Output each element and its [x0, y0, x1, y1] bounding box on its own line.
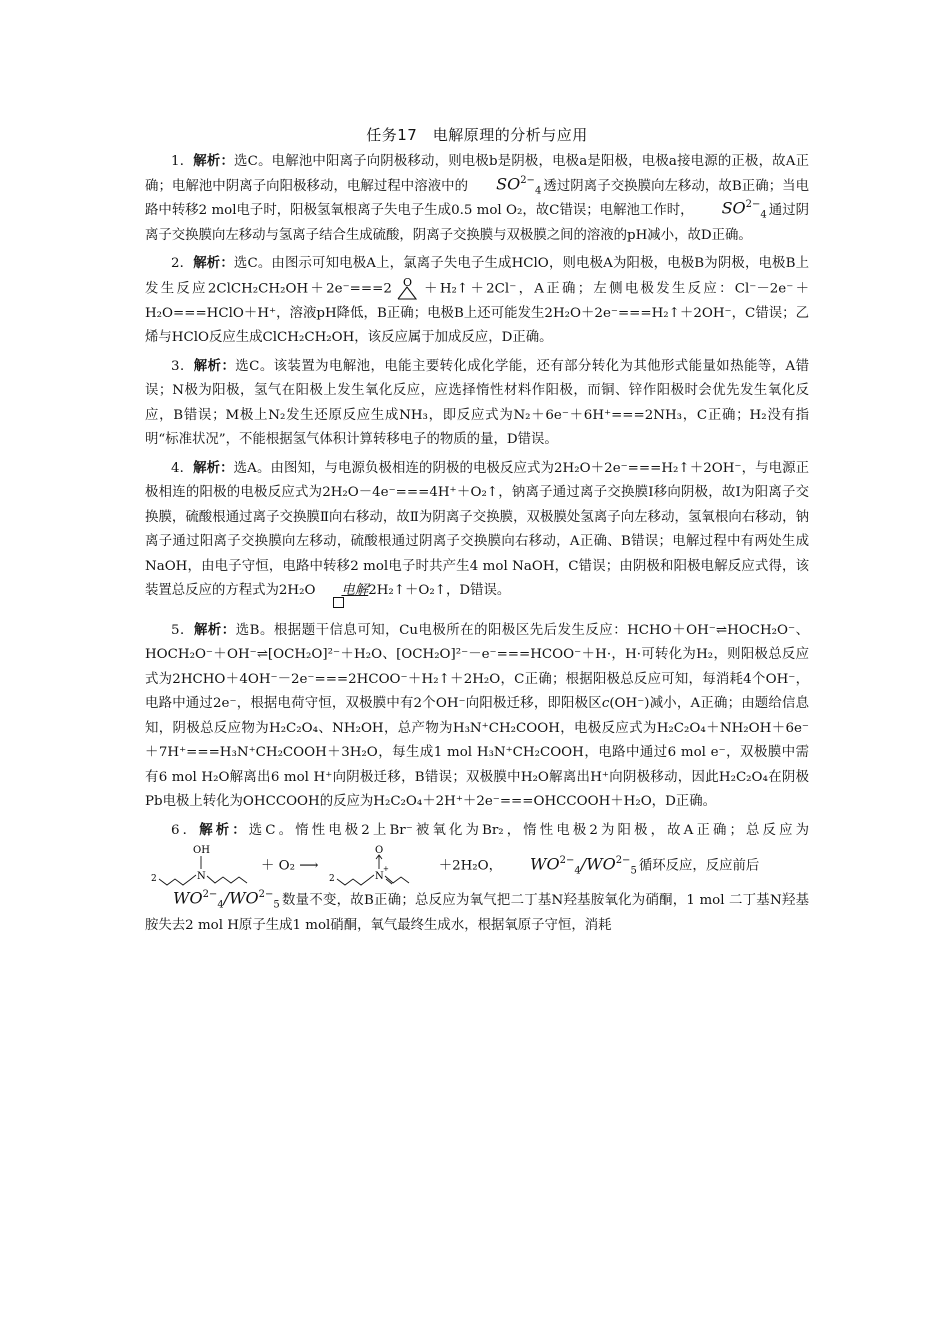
answer-2	[145, 251, 809, 351]
answer-4-number: 4．	[171, 460, 194, 476]
answer-6-number: 6．	[171, 822, 200, 838]
svg-text:OH: OH	[193, 845, 210, 856]
nitrone-structure	[327, 843, 435, 889]
answer-5-label: 解析：	[193, 621, 236, 638]
answer-1-text-b: 透过阴离子交换膜向左移动，故B正确；当电路中转移2 mol电子时，阳极氢氧根离子失电子生成0.5 mol O₂，故C错误；电解池工作时，	[145, 178, 810, 218]
answer-4-text-b: 2H₂↑＋O₂↑，D错误。	[368, 583, 511, 598]
answer-6-label: 解析：	[199, 821, 249, 838]
svg-text:2: 2	[328, 874, 335, 884]
answer-2-label: 解析：	[193, 255, 234, 271]
sulfate-ion-formula-2: $SO^{2-}_4$	[721, 198, 767, 221]
svg-text:N: N	[374, 871, 384, 882]
answer-3-text: 选C。该装置为电解池，电能主要转化成化学能，还有部分转化为其他形式能量如热能等，A错误；N极为阳极，氢气在阳极上发生氧化反应，应选择惰性材料作阳极，而铜、锌作阳极时会优先发生氧化反应，B错误；M极上N₂发生还原反应生成NH₃，即反应式为N₂＋6e⁻＋6H⁺===2NH₃，C正确；H₂没有指明“标准状况”，不能根据氢气体积计算转移电子的物质的量，D错误。	[145, 358, 809, 447]
reaction-o2-arrow: ＋ O₂ ⟶	[261, 858, 319, 874]
answer-1-label: 解析：	[193, 153, 235, 169]
condition-box-glyph	[333, 597, 344, 608]
answer-2-text-a: 选C。由图示可知电极A上，氯离子失电子生成HClO，则电极A为阳极，电极B为阴极，电极B上发生反应2ClCH₂CH₂OH＋2e⁻===2	[145, 256, 809, 296]
answer-1-text-c: 通过阴离子交换膜向左移动与氢离子结合生成硫酸，阴离子交换膜与双极膜之间的溶液的pH减小，故D正确。	[145, 203, 810, 243]
answer-5-text-a: 选B。根据题干信息可知，Cu电极所在的阳极区先后发生反应：HCHO＋OH⁻⇌HOCH₂O⁻、HOCH₂O⁻＋OH⁻⇌[OCH₂O]²⁻＋H₂O、[OCH₂O]²⁻－e⁻===HCOO⁻＋H·，H·可转化为H₂，则阳极总反应式为2HCHO＋4OH⁻－2e⁻===2HCOO⁻＋H₂↑＋2H₂O，C正确；根据阳极总反应可知，每消耗4个OH⁻，电路中通过2e⁻，根据电荷守恒，双极膜中有2个OH⁻向阳极迁移，即阳极区	[145, 622, 809, 711]
water-product: 2H₂O，	[452, 858, 503, 874]
epoxide-structure	[396, 277, 418, 301]
answer-4-text-a: 选A。由图知，与电源负极相连的阴极的电极反应式为2H₂O＋2e⁻===H₂↑＋2OH⁻，与电源正极相连的阳极的电极反应式为2H₂O－4e⁻===4H⁺＋O₂↑，钠离子通过离子交换膜Ⅰ移向阴极，故Ⅰ为阳离子交换膜，硫酸根通过离子交换膜Ⅱ向右移动，故Ⅱ为阴离子交换膜，双极膜处氢离子向左移动，氢氧根向右移动，钠离子通过阳离子交换膜向左移动，硫酸根通过阴离子交换膜向右移动，A正确、B错误；电解过程中有两处生成NaOH，由电子守恒，电路中转移2 mol电子时共产生4 mol NaOH，C错误；由阴极和阳极电解反应式得，该装置总反应的方程式为2H₂O	[145, 460, 809, 598]
answer-3	[145, 354, 809, 453]
answer-5-text-b: (OH⁻)减小，A正确；由题给信息知，阴极总反应物为H₂C₂O₄、NH₂OH，总产物为H₃N⁺CH₂COOH，电极反应式为H₂C₂O₄＋NH₂OH＋6e⁻＋7H⁺===H₃N⁺CH₂COOH＋3H₂O，每生成1 mol H₃N⁺CH₂COOH，电路中通过6 mol e⁻，双极膜中需有6 mol H₂O解离出6 mol H⁺向阴极迁移，B错误；双极膜中H₂O解离出H⁺向阴极移动，因此H₂C₂O₄在阴极Pb电极上转化为OHCCOOH的反应为H₂C₂O₄＋2H⁺＋2e⁻===OHCCOOH＋H₂O，D正确。	[145, 696, 809, 809]
sulfate-ion-formula: $SO^{2-}_4$	[496, 174, 542, 197]
svg-text:O: O	[374, 845, 383, 856]
tungstate-pair-formula: $WO^{2-}_4/WO^{2-}_5$	[530, 854, 637, 877]
answer-4	[145, 456, 809, 604]
document-page	[145, 124, 809, 941]
svg-text:N: N	[197, 871, 206, 882]
answer-1-number: 1．	[171, 154, 194, 169]
reaction-plus: ＋	[438, 858, 453, 874]
answer-6-text-c: 数量不变，故B正确；总反应为氧气把二丁基N羟基胺氧化为硝酮，1 mol 二丁基N羟基胺失去2 mol H原子生成1 mol硝酮，氧气最终生成水，根据氧原子守恒，消耗	[145, 893, 809, 933]
answer-4-label: 解析：	[193, 459, 234, 476]
answer-6-text-b: 循环反应，反应前后	[638, 858, 760, 874]
hydroxylamine-structure	[149, 843, 257, 889]
answer-1-text-a: 选C。电解池中阳离子向阴极移动，则电极b是阴极，电极a是阳极，电极a接电源的正极，故A正确；电解池中阴离子向阳极移动，电解过程中溶液中的	[145, 154, 809, 194]
answer-2-number: 2．	[171, 256, 194, 271]
electrolysis-condition: 电解	[315, 579, 368, 604]
svg-text:O: O	[402, 276, 412, 289]
answer-3-number: 3．	[171, 358, 194, 374]
svg-text:+: +	[382, 865, 389, 873]
answer-5-number: 5．	[171, 622, 194, 638]
page-title: 任务17 电解原理的分析与应用	[366, 126, 588, 144]
answer-1	[145, 149, 809, 248]
answer-5	[145, 618, 809, 815]
tungstate-pair-formula-2: $WO^{2-}_4/WO^{2-}_5$	[173, 888, 280, 911]
concentration-symbol: c	[601, 696, 610, 711]
svg-text:2: 2	[151, 874, 157, 884]
answer-3-label: 解析：	[193, 357, 236, 374]
answer-6	[145, 818, 809, 939]
answer-6-text-a: 选C。惰性电极2上Br⁻被氧化为Br₂，惰性电极2为阳极，故A正确；总反应为	[248, 822, 809, 838]
answer-2-text-b: ＋H₂↑＋2Cl⁻，A正确；左侧电极发生反应：Cl⁻－2e⁻＋H₂O===HClO＋H⁺，溶液pH降低，B正确；电极B上还可能发生2H₂O＋2e⁻===H₂↑＋2OH⁻，C错误；乙烯与HClO反应生成ClCH₂CH₂OH，该反应属于加成反应，D正确。	[145, 281, 809, 345]
